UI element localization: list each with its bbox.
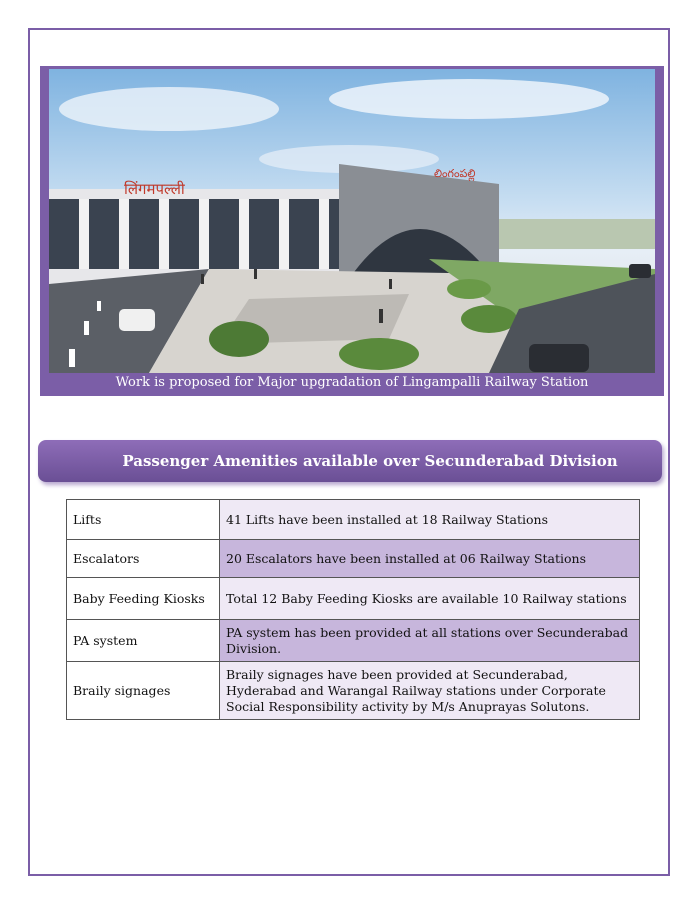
table-row bbox=[67, 620, 640, 662]
station-rendering-figure bbox=[40, 66, 664, 396]
amenity-label: Lifts bbox=[67, 500, 220, 540]
amenity-label: PA system bbox=[67, 620, 220, 662]
figure-caption: Work is proposed for Major upgradation of Lingampalli Railway Station bbox=[43, 373, 661, 393]
station-sign-hindi: लिंगमपल्ली bbox=[124, 180, 185, 198]
table-row bbox=[67, 500, 640, 540]
amenity-value: 20 Escalators have been installed at 06 Railway Stations bbox=[220, 540, 640, 578]
section-heading-text: Passenger Amenities available over Secunderabad Division bbox=[122, 452, 618, 470]
table-row bbox=[67, 540, 640, 578]
amenity-label: Escalators bbox=[67, 540, 220, 578]
amenity-value: Braily signages have been provided at Secunderabad, Hyderabad and Warangal Railway stations under Corporate Social Responsibility activity by M/s Anuprayas Solutons. bbox=[220, 662, 640, 720]
amenity-label: Baby Feeding Kiosks bbox=[67, 578, 220, 620]
amenities-table bbox=[66, 499, 640, 720]
amenity-value: 41 Lifts have been installed at 18 Railway Stations bbox=[220, 500, 640, 540]
section-heading bbox=[38, 440, 662, 482]
station-rendering-image bbox=[49, 69, 655, 373]
station-sign-telugu: లింగంపల్లి bbox=[434, 167, 476, 180]
table-row bbox=[67, 578, 640, 620]
amenity-label: Braily signages bbox=[67, 662, 220, 720]
table-row bbox=[67, 662, 640, 720]
amenity-value: PA system has been provided at all stations over Secunderabad Division. bbox=[220, 620, 640, 662]
amenity-value: Total 12 Baby Feeding Kiosks are available 10 Railway stations bbox=[220, 578, 640, 620]
